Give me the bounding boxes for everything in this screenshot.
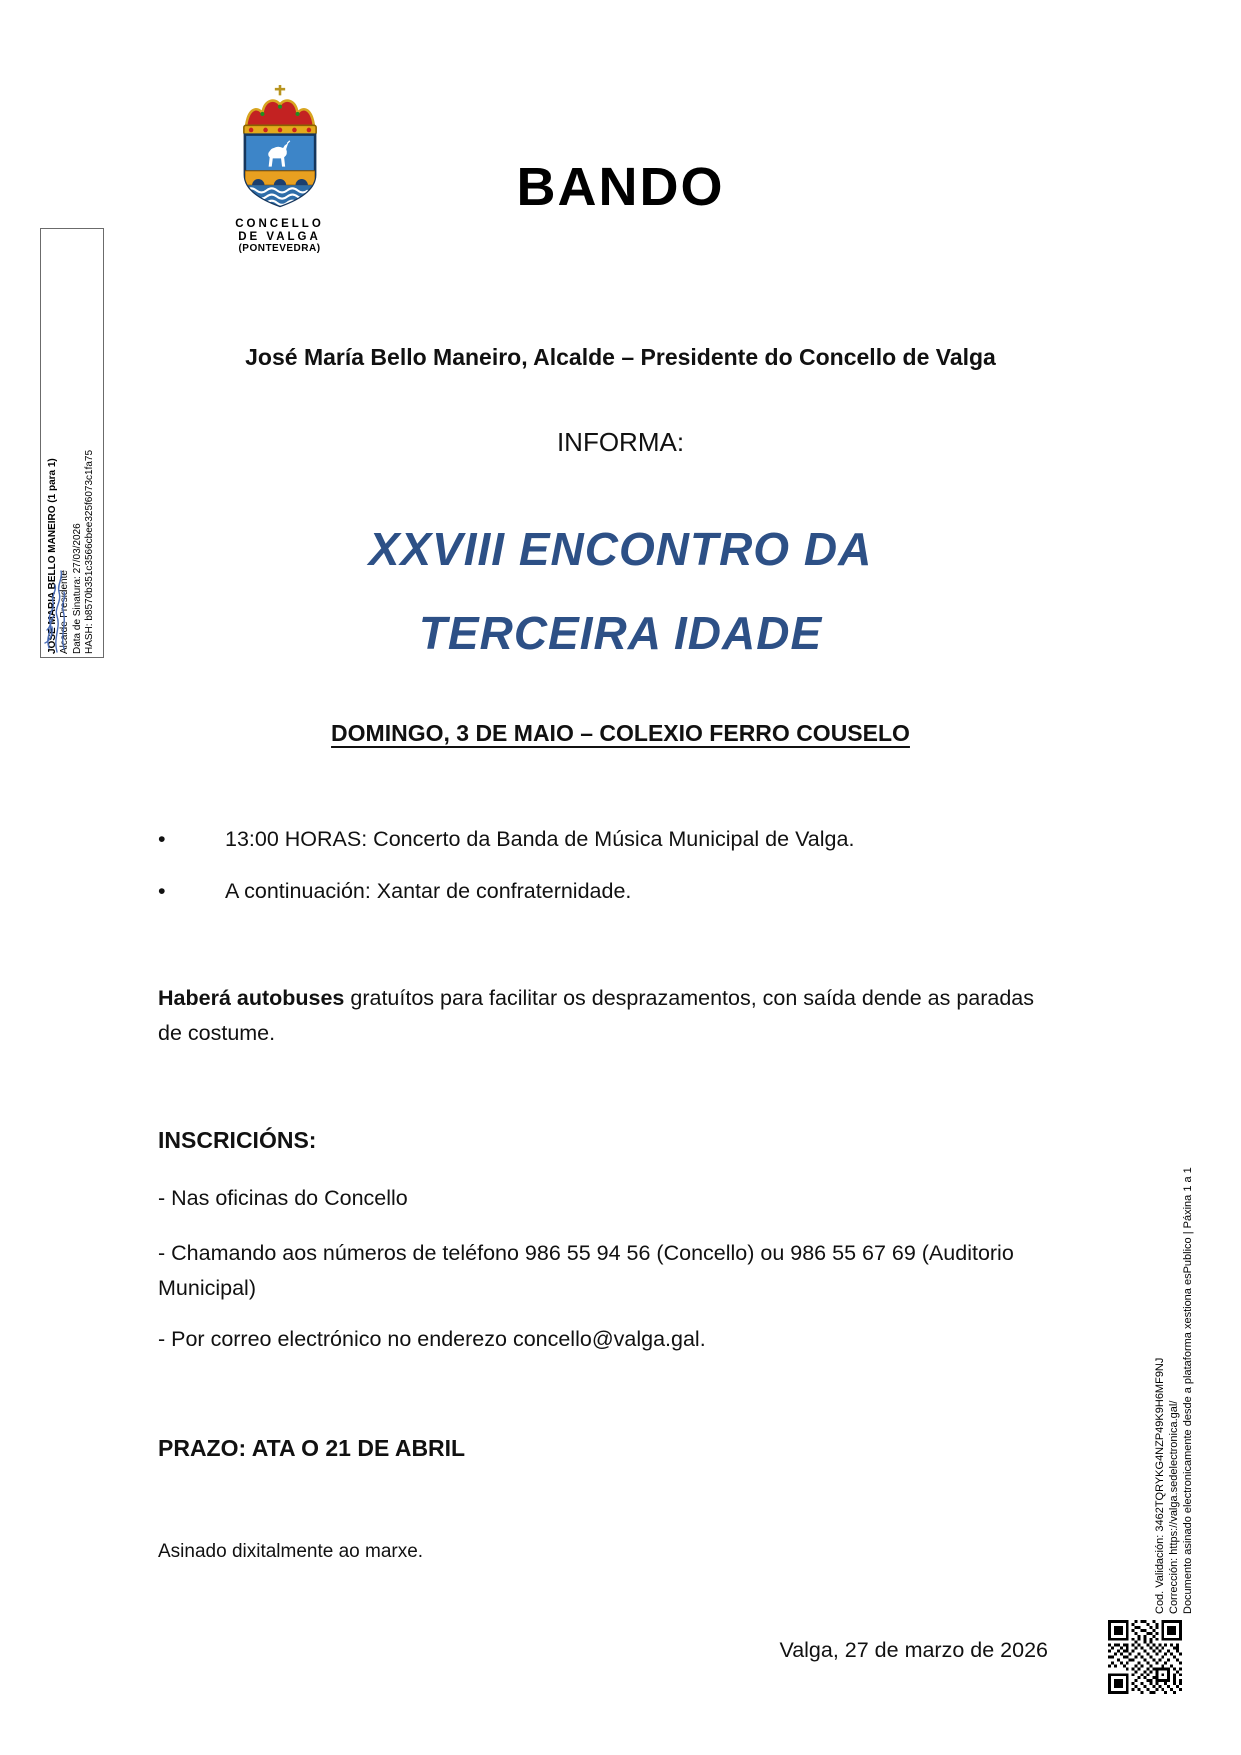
- logo-caption-line2: DE VALGA: [238, 230, 321, 243]
- event-title-line1: XXVIII ENCONTRO DA: [368, 523, 873, 575]
- handwritten-signature-icon: [42, 564, 74, 656]
- signer-name: JOSE MARIA BELLO MANEIRO (1 para 1): [47, 458, 59, 654]
- deadline-heading: PRAZO: ATA O 21 DE ABRIL: [158, 1435, 466, 1461]
- event-title-line2: TERCEIRA IDADE: [418, 607, 823, 659]
- place-and-date: Valga, 27 de marzo de 2026: [779, 1638, 1048, 1662]
- validation-url: Corrección: https://valga.sedelectronica.gal/: [1167, 1400, 1180, 1614]
- author-line: José María Bello Maneiro, Alcalde – Presidente do Concello de Valga: [245, 344, 996, 370]
- signature-hash: HASH: b8570b351c3566cbee325f6073c1fa75: [84, 449, 96, 654]
- buses-bold-text: Haberá autobuses: [158, 986, 345, 1010]
- bullet-icon: •: [158, 879, 166, 903]
- buses-paragraph: [158, 981, 1048, 1051]
- bullet-icon: •: [158, 827, 166, 851]
- inscription-item: - Por correo electrónico no enderezo concello@valga.gal.: [158, 1327, 706, 1351]
- schedule-item: [158, 822, 1048, 857]
- platform-note: Documento asinado electronicamente desde a plataforma xestiona esPublico | Páxina 1 a 1: [1182, 1167, 1195, 1614]
- logo-caption: [197, 218, 362, 254]
- page-title: BANDO: [516, 157, 725, 217]
- signer-role: Alcalde-Presidente: [59, 570, 71, 654]
- inscription-item: - Nas oficinas do Concello: [158, 1186, 408, 1210]
- event-date-location: DOMINGO, 3 DE MAIO – COLEXIO FERRO COUSELO: [331, 720, 910, 746]
- validation-margin-block: [1150, 1098, 1198, 1614]
- inscriptions-heading: INSCRICIÓNS:: [158, 1127, 317, 1153]
- informa-label: INFORMA:: [556, 427, 685, 457]
- digital-signature-note: Asinado dixitalmente ao marxe.: [158, 1541, 424, 1562]
- signature-date: Data de Sinatura: 27/03/2026: [72, 523, 83, 654]
- logo-caption-line3: (PONTEVEDRA): [238, 243, 321, 255]
- schedule-item-text: A continuación: Xantar de confraternidade.: [225, 879, 632, 903]
- crown-cross: [274, 85, 284, 95]
- inscription-item: - Chamando aos números de teléfono 986 55 94 56 (Concello) ou 986 55 67 69 (Auditorio Municipal): [158, 1241, 1014, 1300]
- logo-caption-line1: CONCELLO: [235, 218, 324, 230]
- schedule-item: [158, 874, 1048, 909]
- schedule-item-text: 13:00 HORAS: Concerto da Banda de Música Municipal de Valga.: [225, 827, 855, 851]
- validation-code: Cod. Validación: 3462TQRYKG4NZP49K9H6MF9NJ: [1153, 1357, 1166, 1614]
- crown-cap: [245, 101, 313, 128]
- validation-qr-code: [1108, 1620, 1182, 1694]
- digital-signature-box: [40, 228, 104, 658]
- buses-rest-text: gratuítos para facilitar os desprazamentos, con saída dende as paradas de costume.: [158, 986, 1035, 1045]
- validation-margin-text: [1153, 1098, 1195, 1614]
